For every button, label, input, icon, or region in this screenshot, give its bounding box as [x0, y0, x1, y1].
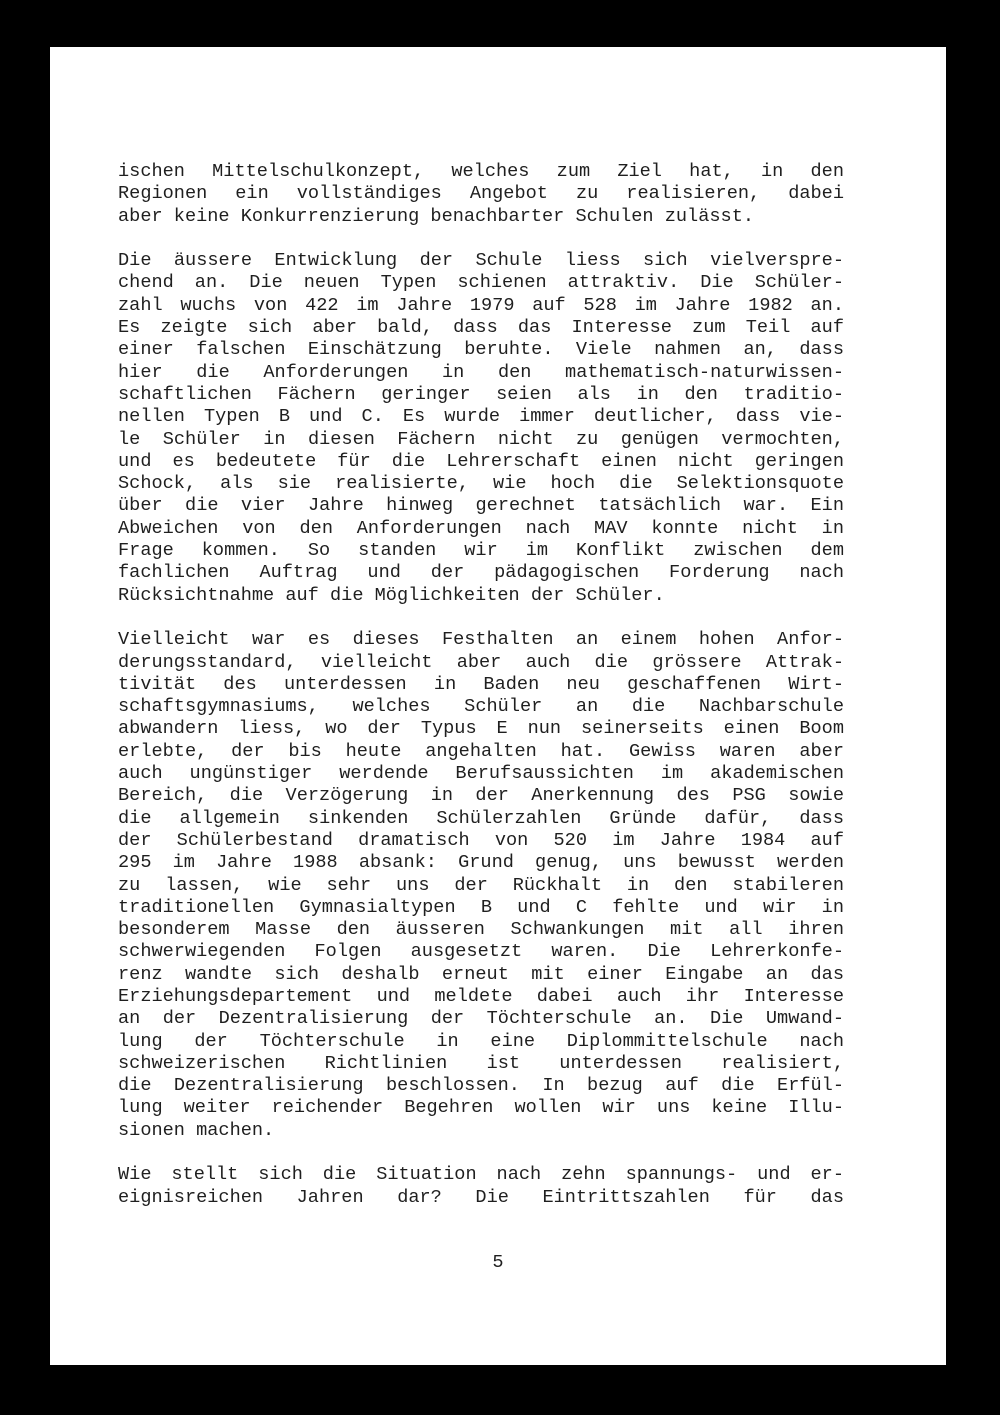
- text-line: Die äussere Entwicklung der Schule liess sich vielverspre-: [118, 250, 844, 272]
- text-line: erlebte, der bis heute angehalten hat. Gewiss waren aber: [118, 740, 844, 762]
- text-line: eignisreichen Jahren dar? Die Eintrittszahlen für das: [118, 1186, 844, 1208]
- text-line: lung der Töchterschule in eine Diplommittelschule nach: [118, 1030, 844, 1052]
- text-line: tivität des unterdessen in Baden neu geschaffenen Wirt-: [118, 673, 844, 695]
- page-number: 5: [492, 1252, 504, 1273]
- text-line: und es bedeutete für die Lehrerschaft einen nicht geringen: [118, 450, 844, 472]
- text-line: renz wandte sich deshalb erneut mit einer Eingabe an das: [118, 963, 844, 985]
- text-line: schaftlichen Fächern geringer seien als in den traditio-: [118, 383, 844, 405]
- text-line: ischen Mittelschulkonzept, welches zum Ziel hat, in den: [118, 161, 844, 182]
- text-line: Es zeigte sich aber bald, dass das Interesse zum Teil auf: [118, 317, 844, 339]
- text-line: Regionen ein vollständiges Angebot zu realisieren, dabei: [118, 183, 844, 205]
- text-line: Erziehungsdepartement und meldete dabei auch ihr Interesse: [118, 985, 844, 1007]
- text-line: lung weiter reichender Begehren wollen wir uns keine Illu-: [118, 1097, 844, 1119]
- text-line: die Dezentralisierung beschlossen. In bezug auf die Erfül-: [118, 1075, 844, 1097]
- text-line: nellen Typen B und C. Es wurde immer deutlicher, dass vie-: [118, 406, 844, 428]
- text-line: Frage kommen. So standen wir im Konflikt zwischen dem: [118, 540, 844, 562]
- paragraph-3: [118, 629, 844, 1142]
- text-line: derungsstandard, vielleicht aber auch die grössere Attrak-: [118, 651, 844, 673]
- text-line: abwandern liess, wo der Typus E nun seinerseits einen Boom: [118, 718, 844, 740]
- text-line: auch ungünstiger werdende Berufsaussichten im akademischen: [118, 763, 844, 785]
- paragraph-2: [118, 250, 844, 607]
- paragraph-4: [118, 1164, 844, 1209]
- text-line: schweizerischen Richtlinien ist unterdessen realisiert,: [118, 1052, 844, 1074]
- text-line: le Schüler in diesen Fächern nicht zu genügen vermochten,: [118, 428, 844, 450]
- text-line: schaftsgymnasiums, welches Schüler an die Nachbarschule: [118, 696, 844, 718]
- text-line: an der Dezentralisierung der Töchterschule an. Die Umwand-: [118, 1008, 844, 1030]
- text-line: zahl wuchs von 422 im Jahre 1979 auf 528 im Jahre 1982 an.: [118, 294, 844, 316]
- text-line: aber keine Konkurrenzierung benachbarter Schulen zulässt.: [118, 205, 755, 227]
- text-line: der Schülerbestand dramatisch von 520 im Jahre 1984 auf: [118, 829, 844, 851]
- paragraph-1: [118, 161, 844, 228]
- text-line: hier die Anforderungen in den mathematisch-naturwissen-: [118, 361, 844, 383]
- text-line: Bereich, die Verzögerung in der Anerkennung des PSG sowie: [118, 785, 844, 807]
- text-line: über die vier Jahre hinweg gerechnet tatsächlich war. Ein: [118, 495, 844, 517]
- text-line: 295 im Jahre 1988 absank: Grund genug, uns bewusst werden: [118, 852, 844, 874]
- body-text: [118, 161, 844, 1231]
- text-line: Wie stellt sich die Situation nach zehn spannungs- und er-: [118, 1164, 844, 1186]
- text-line: traditionellen Gymnasialtypen B und C fehlte und wir in: [118, 896, 844, 918]
- text-line: zu lassen, wie sehr uns der Rückhalt in den stabileren: [118, 874, 844, 896]
- text-line: besonderem Masse den äusseren Schwankungen mit all ihren: [118, 919, 844, 941]
- text-line: Rücksichtnahme auf die Möglichkeiten der Schüler.: [118, 584, 665, 606]
- text-line: Abweichen von den Anforderungen nach MAV konnte nicht in: [118, 517, 844, 539]
- text-line: chend an. Die neuen Typen schienen attraktiv. Die Schüler-: [118, 272, 844, 294]
- text-line: einer falschen Einschätzung beruhte. Viele nahmen an, dass: [118, 339, 844, 361]
- text-line: die allgemein sinkenden Schülerzahlen Gründe dafür, dass: [118, 807, 844, 829]
- text-line: fachlichen Auftrag und der pädagogischen Forderung nach: [118, 562, 844, 584]
- text-line: Schock, als sie realisierte, wie hoch die Selektionsquote: [118, 473, 844, 495]
- text-line: sionen machen.: [118, 1119, 275, 1141]
- document-page: [50, 47, 946, 1365]
- text-line: schwerwiegenden Folgen ausgesetzt waren. Die Lehrerkonfe-: [118, 941, 844, 963]
- text-line: Vielleicht war es dieses Festhalten an einem hohen Anfor-: [118, 629, 844, 651]
